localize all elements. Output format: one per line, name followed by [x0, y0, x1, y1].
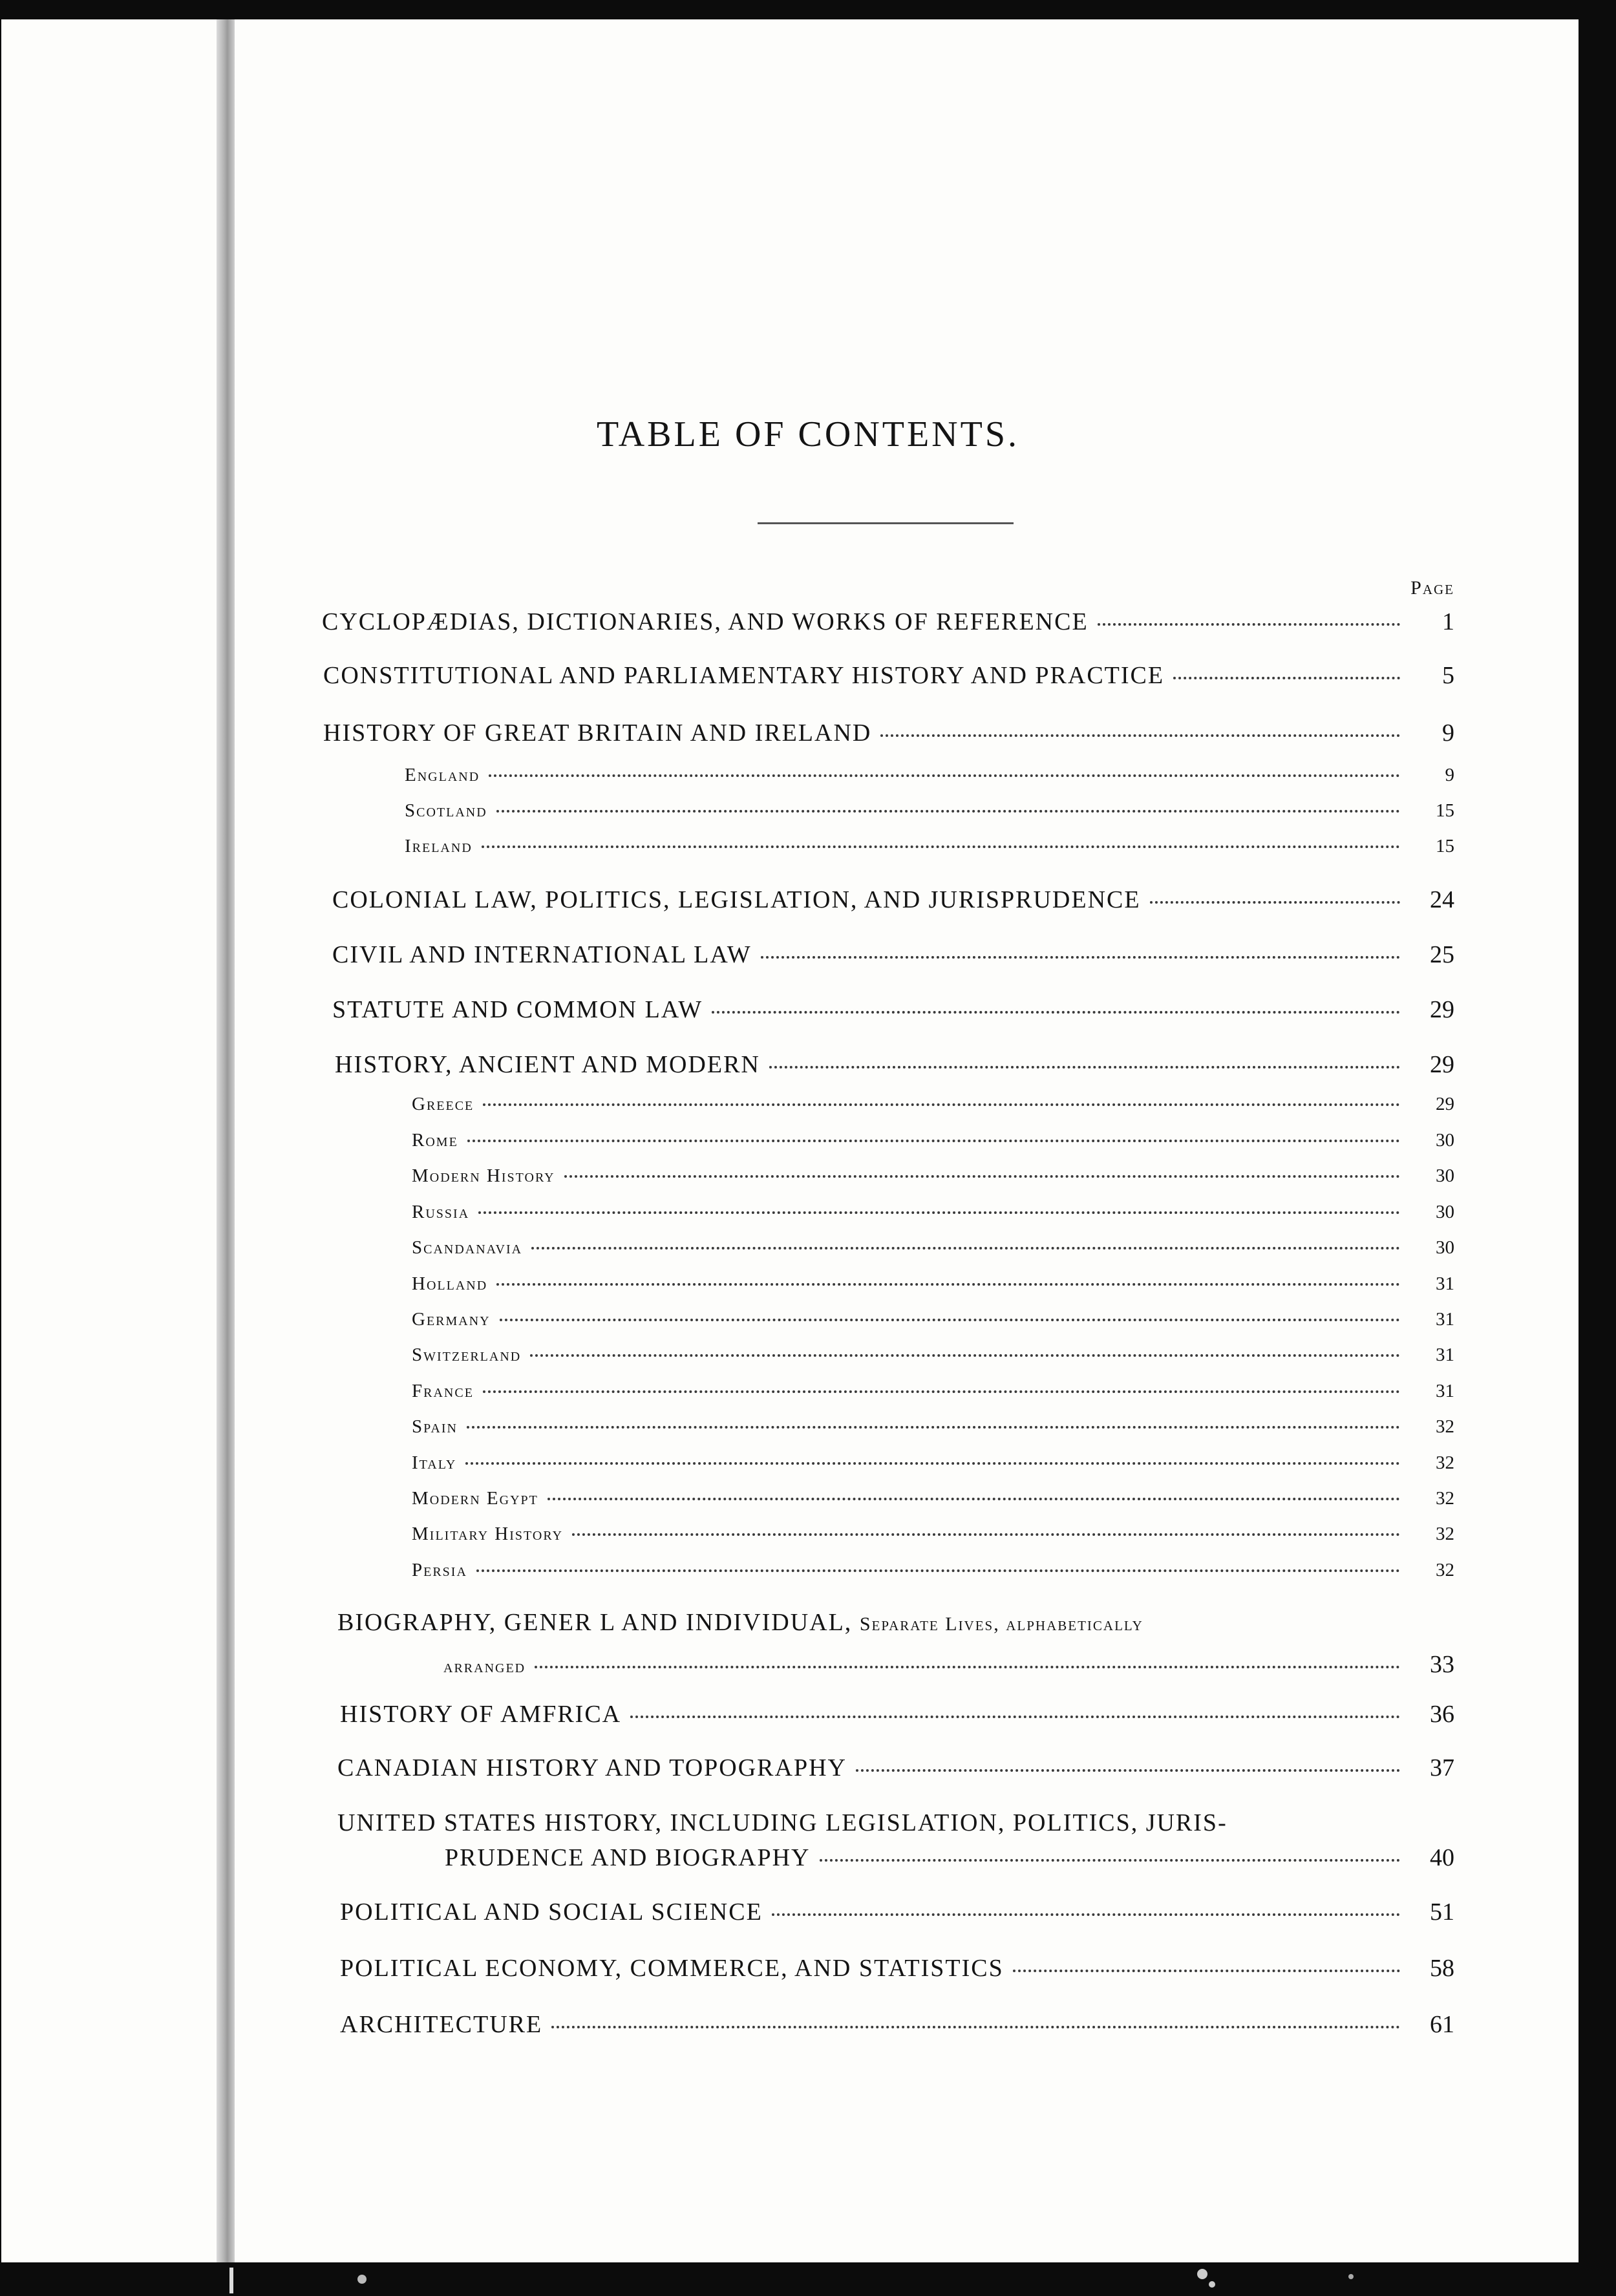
toc-page-number: 31 [1436, 1381, 1454, 1401]
toc-page-number: 9 [1442, 719, 1454, 747]
toc-label: Rome [412, 1130, 458, 1151]
leader-dots [880, 734, 1400, 737]
toc-page-number: 32 [1436, 1452, 1454, 1473]
title-rule [758, 522, 1014, 524]
toc-subentry [412, 1273, 1454, 1295]
scan-specks [0, 2262, 1616, 2296]
page-column-header: Page [1410, 577, 1454, 599]
leader-dots [496, 1283, 1400, 1286]
toc-label: Spain [412, 1416, 458, 1437]
leader-dots [482, 845, 1400, 848]
toc-label: Persia [412, 1560, 467, 1580]
toc-label: PRUDENCE AND BIOGRAPHY [445, 1844, 811, 1871]
leader-dots [483, 1103, 1400, 1106]
toc-entry-continuation [443, 1650, 1454, 1679]
leader-dots [1173, 677, 1400, 679]
toc-label: HISTORY, ANCIENT AND MODERN [335, 1051, 760, 1078]
toc-label: Italy [412, 1452, 457, 1473]
toc-subentry [412, 1524, 1454, 1545]
toc-page-number: 5 [1442, 662, 1454, 689]
toc-page-number: 29 [1430, 996, 1454, 1023]
leader-dots [548, 1498, 1400, 1500]
toc-page-number: 1 [1442, 608, 1454, 635]
toc-entry [322, 608, 1454, 636]
toc-page-number: 25 [1430, 941, 1454, 968]
toc-page-number: 29 [1430, 1051, 1454, 1078]
leader-dots [551, 2026, 1400, 2028]
leader-dots [467, 1426, 1400, 1429]
toc-subentry [412, 1165, 1454, 1187]
leader-dots [500, 1319, 1400, 1321]
toc-entry [335, 1050, 1454, 1079]
toc-label: Holland [412, 1273, 488, 1294]
toc-page-number: 32 [1436, 1416, 1454, 1437]
toc-subentry [405, 836, 1454, 857]
toc-entry-first-line: UNITED STATES HISTORY, INCLUDING LEGISLATION, POLITICS, JURIS- [337, 1809, 1228, 1836]
toc-page-number: 15 [1436, 800, 1454, 821]
toc-label: STATUTE AND COMMON LAW [332, 996, 703, 1023]
toc-label: Russia [412, 1202, 470, 1222]
toc-label: arranged [443, 1656, 526, 1677]
toc-label: HISTORY OF AMFRICA [340, 1701, 622, 1728]
toc-label: POLITICAL ECONOMY, COMMERCE, AND STATISTICS [340, 1955, 1004, 1982]
toc-page-number: 29 [1436, 1094, 1454, 1114]
toc-page-number: 32 [1436, 1524, 1454, 1544]
leader-dots [630, 1716, 1400, 1718]
toc-entry [332, 995, 1454, 1024]
toc-subentry [412, 1237, 1454, 1259]
binding-gutter [217, 19, 235, 2262]
toc-entry [340, 1954, 1454, 1982]
toc-page-number: 32 [1436, 1560, 1454, 1580]
toc-page-number: 31 [1436, 1345, 1454, 1365]
toc-page-number: 51 [1430, 1898, 1454, 1926]
toc-subentry [412, 1452, 1454, 1474]
toc-label: POLITICAL AND SOCIAL SCIENCE [340, 1898, 763, 1926]
toc-page-number: 33 [1430, 1651, 1454, 1678]
toc-subentry [412, 1309, 1454, 1330]
leader-dots [530, 1354, 1400, 1357]
toc-subentry [405, 800, 1454, 822]
toc-entry [340, 2010, 1454, 2039]
toc-label: Scotland [405, 800, 487, 821]
toc-label: Modern History [412, 1165, 555, 1186]
toc-label: CANADIAN HISTORY AND TOPOGRAPHY [337, 1754, 847, 1781]
toc-page-number: 61 [1430, 2011, 1454, 2038]
toc-entry [337, 1754, 1454, 1782]
toc-subentry [412, 1345, 1454, 1366]
leader-dots [772, 1913, 1400, 1916]
toc-label: France [412, 1381, 474, 1401]
leader-dots [1013, 1970, 1400, 1972]
toc-page-number: 37 [1430, 1754, 1454, 1781]
leader-dots [761, 956, 1400, 959]
leader-dots [820, 1859, 1401, 1862]
toc-page-number: 31 [1436, 1273, 1454, 1294]
page-title: TABLE OF CONTENTS. [597, 414, 1019, 454]
toc-label: England [405, 765, 480, 785]
toc-entry [340, 1898, 1454, 1926]
leader-dots [483, 1390, 1400, 1393]
toc-page-number: 24 [1430, 886, 1454, 913]
toc-page-number: 58 [1430, 1955, 1454, 1982]
toc-page-number: 30 [1436, 1165, 1454, 1186]
leader-dots [535, 1666, 1400, 1668]
toc-subentry [412, 1381, 1454, 1402]
leader-dots [467, 1140, 1400, 1142]
toc-label: Military History [412, 1524, 564, 1544]
leader-dots [1098, 623, 1400, 626]
toc-page-number: 36 [1430, 1701, 1454, 1728]
toc-label: CYCLOPÆDIAS, DICTIONARIES, AND WORKS OF REFERENCE [322, 608, 1089, 635]
toc-label: Modern Egypt [412, 1488, 538, 1509]
toc-label: Ireland [405, 836, 473, 856]
leader-dots [769, 1066, 1400, 1068]
toc-page-number: 9 [1445, 765, 1454, 785]
toc-entry [332, 886, 1454, 914]
toc-label: Germany [412, 1309, 491, 1330]
toc-label: Switzerland [412, 1345, 522, 1365]
toc-page-number: 30 [1436, 1130, 1454, 1151]
toc-label: ARCHITECTURE [340, 2011, 543, 2038]
toc-entry [323, 661, 1454, 690]
leader-dots [712, 1011, 1400, 1014]
leader-dots [856, 1769, 1400, 1772]
toc-entry [332, 941, 1454, 969]
toc-entry-first-line [337, 1608, 1143, 1637]
toc-subentry [412, 1560, 1454, 1581]
toc-subentry [412, 1416, 1454, 1438]
leader-dots [572, 1533, 1400, 1536]
toc-page-number: 40 [1430, 1844, 1454, 1871]
toc-subentry [412, 1202, 1454, 1223]
leader-dots [489, 774, 1400, 777]
toc-subentry [405, 765, 1454, 786]
toc-subentry [412, 1094, 1454, 1115]
leader-dots [476, 1569, 1400, 1572]
toc-page-number: 30 [1436, 1202, 1454, 1222]
toc-entry [323, 719, 1454, 747]
toc-label: COLONIAL LAW, POLITICS, LEGISLATION, AND JURISPRUDENCE [332, 886, 1141, 913]
toc-page-number: 30 [1436, 1237, 1454, 1258]
toc-label: CIVIL AND INTERNATIONAL LAW [332, 941, 752, 968]
toc-entry [340, 1700, 1454, 1728]
toc-label-small: Separate Lives, alphabetically [859, 1613, 1143, 1635]
leader-dots [478, 1211, 1400, 1214]
leader-dots [496, 810, 1400, 813]
leader-dots [564, 1175, 1400, 1178]
leader-dots [465, 1462, 1400, 1465]
toc-subentry [412, 1488, 1454, 1509]
toc-label: Scandanavia [412, 1237, 523, 1258]
toc-page-number: 32 [1436, 1488, 1454, 1509]
toc-page-number: 15 [1436, 836, 1454, 856]
toc-label: BIOGRAPHY, GENER L AND INDIVIDUAL, [337, 1609, 853, 1636]
toc-label: CONSTITUTIONAL AND PARLIAMENTARY HISTORY AND PRACTICE [323, 662, 1165, 689]
toc-subentry [412, 1130, 1454, 1151]
leader-dots [531, 1247, 1400, 1249]
toc-entry-continuation [445, 1844, 1454, 1872]
leader-dots [1150, 901, 1400, 904]
toc-page-number: 31 [1436, 1309, 1454, 1330]
toc-label: HISTORY OF GREAT BRITAIN AND IRELAND [323, 719, 872, 747]
toc-label: Greece [412, 1094, 474, 1114]
